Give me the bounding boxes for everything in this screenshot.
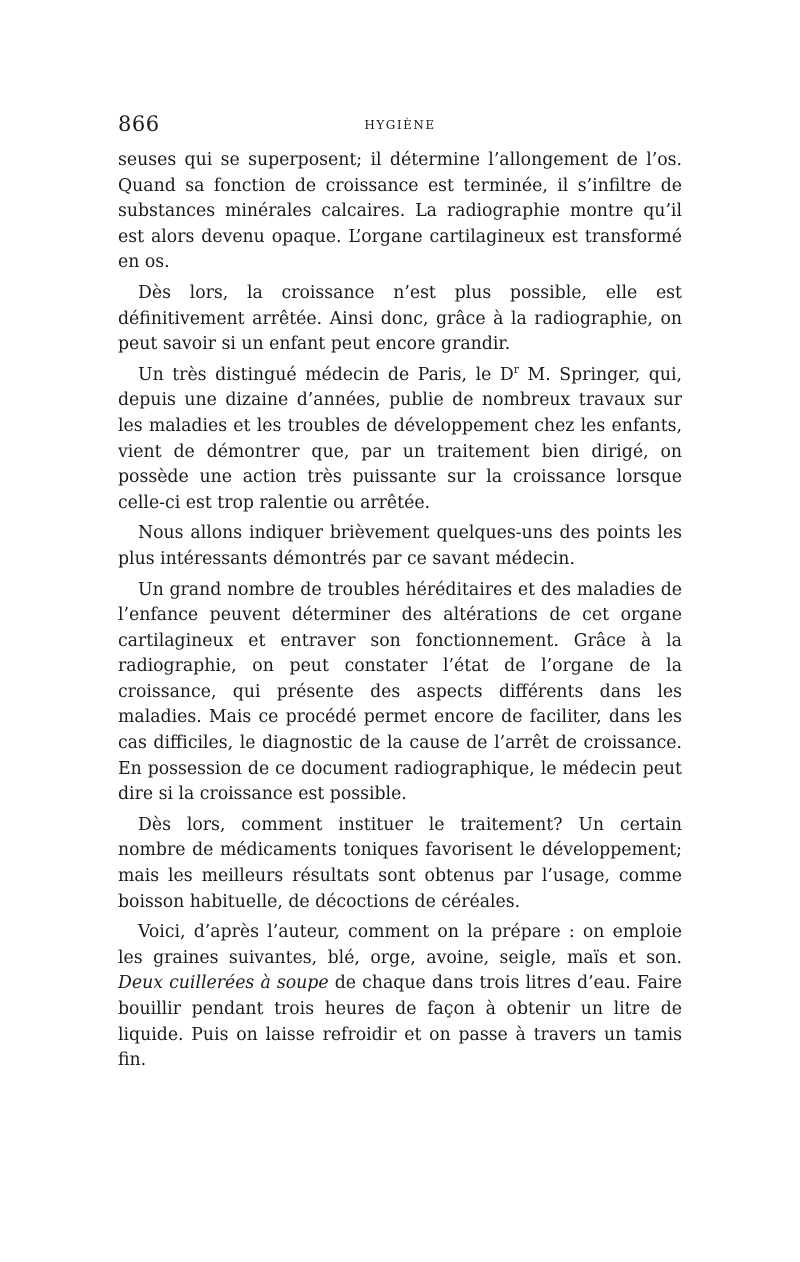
paragraph-6: Dès lors, comment instituer le traitement? Un certain nombre de médicaments toniques favorisent le développement; mais les meilleurs résultats sont obtenus par l’usage, comme boisson habituelle, de décoctions de céréales. xyxy=(118,814,682,912)
running-head xyxy=(118,108,682,148)
running-head-title: HYGIÈNE xyxy=(364,118,436,132)
paragraph-2: Dès lors, la croissance n’est plus possible, elle est définitivement arrêtée. Ainsi donc, grâce à la radiographie, on peut savoir si un enfant peut encore grandir. xyxy=(118,282,682,355)
paragraph-4: Nous allons indiquer brièvement quelques-uns des points les plus intéressants démontrés par ce savant médecin. xyxy=(118,523,682,569)
paragraph-7-end: de chaque dans trois litres d’eau. Faire bouillir pendant trois heures de façon à obtenir un litre de liquide. Puis on laisse refroidir et on passe à travers un tamis fin. xyxy=(118,973,682,1071)
paragraph-3-end: M. Springer, qui, depuis une dizaine d’années, publie de nombreux travaux sur les maladies et les troubles de développement chez les enfants, vient de démontrer que, par un traitement bien dirigé, on possède une action très puissante sur la croissance lorsque celle-ci est trop ralentie ou arrêtée. xyxy=(118,364,682,513)
book-page xyxy=(118,108,682,1079)
italic-dosage: Deux cuillerées à soupe xyxy=(118,973,329,994)
body-text xyxy=(118,148,682,1074)
page-number: 866 xyxy=(118,112,160,136)
paragraph-1: seuses qui se superposent; il détermine l’allongement de l’os. Quand sa fonction de croissance est terminée, il s’infiltre de substances minérales calcaires. La radiographie montre qu’il est alors devenu opaque. L’organe cartilagineux est transformé en os. xyxy=(118,150,682,273)
paragraph-3-start: Un très distingué médecin de Paris, le D xyxy=(138,364,514,385)
paragraph-7-start: Voici, d’après l’auteur, comment on la prépare : on emploie les graines suivantes, blé, orge, avoine, seigle, maïs et son. xyxy=(118,922,682,968)
doctor-abbrev-superscript: r xyxy=(513,362,519,376)
paragraph-7 xyxy=(118,920,682,1074)
paragraph-3 xyxy=(118,363,682,517)
paragraph-5: Un grand nombre de troubles héréditaires et des maladies de l’enfance peuvent déterminer des altérations de cet organe cartilagineux et entraver son fonctionnement. Grâce à la radiographie, on peut constater l’état de l’organe de la croissance, qui présente des aspects différents dans les maladies. Mais ce procédé permet encore de faciliter, dans les cas difficiles, le diagnostic de la cause de l’arrêt de croissance. En possession de ce document radiographique, le médecin peut dire si la croissance est possible. xyxy=(118,579,682,805)
